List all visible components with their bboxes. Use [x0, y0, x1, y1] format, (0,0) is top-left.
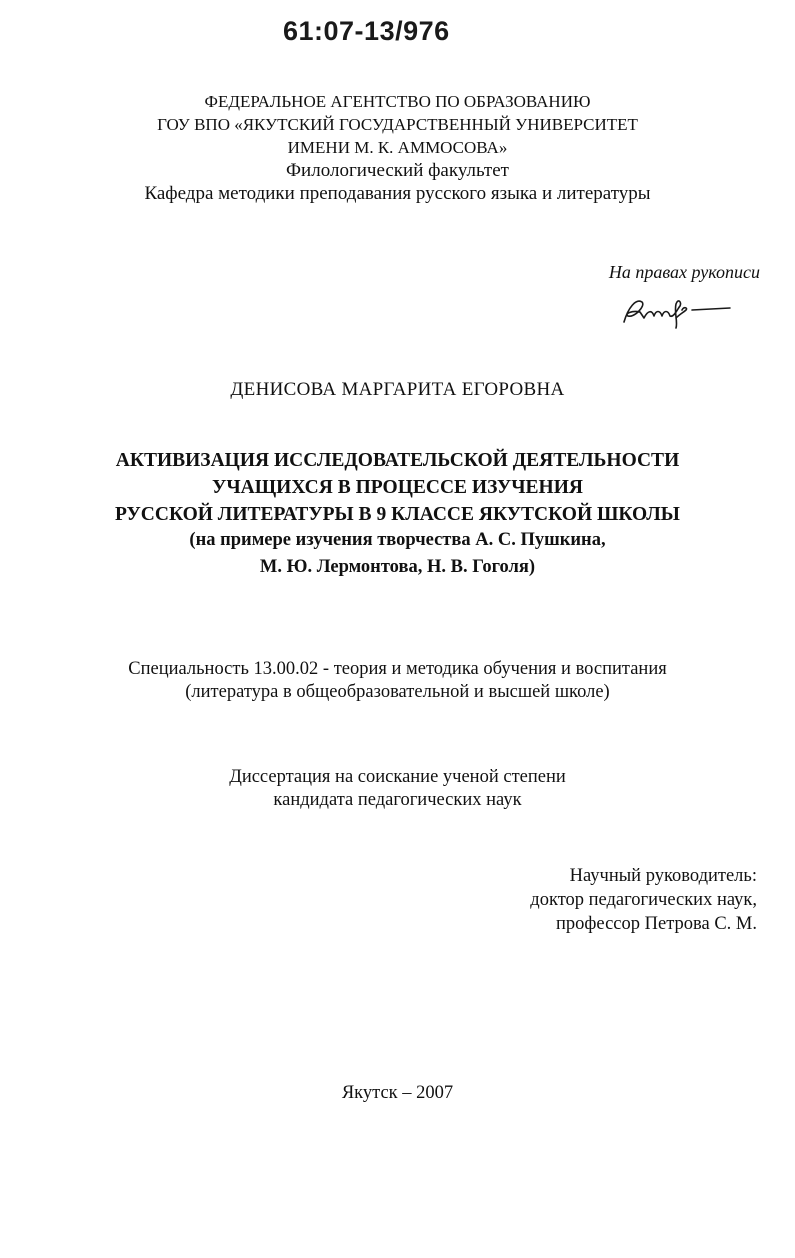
- handwritten-signature: [618, 288, 738, 330]
- manuscript-rights-note: На правах рукописи: [608, 262, 760, 282]
- degree-line-1: Диссертация на соискание ученой степени: [229, 767, 566, 787]
- organization-header: [0, 90, 795, 205]
- subtitle-line-2: М. Ю. Лермонтова, Н. В. Гоголя): [259, 557, 536, 577]
- subtitle-line-1: (на примере изучения творчества А. С. Пушкина,: [189, 530, 606, 550]
- city-year: Якутск – 2007: [341, 1083, 454, 1103]
- degree-info: [0, 766, 795, 812]
- specialty-line-1: Специальность 13.00.02 - теория и методика обучения и воспитания: [128, 659, 667, 679]
- supervisor-line-2: доктор педагогических наук,: [530, 890, 757, 910]
- title-line-1: АКТИВИЗАЦИЯ ИССЛЕДОВАТЕЛЬСКОЙ ДЕЯТЕЛЬНОСТИ: [115, 450, 680, 471]
- org-line-3: ИМЕНИ М. К. АММОСОВА»: [287, 138, 508, 157]
- supervisor-line-3: профессор Петрова С. М.: [556, 914, 757, 934]
- faculty-name: Филологический факультет: [286, 160, 509, 181]
- department-name: Кафедра методики преподавания русского языка и литературы: [144, 183, 651, 204]
- dissertation-title: [0, 447, 795, 528]
- title-line-2: УЧАЩИХСЯ В ПРОЦЕССЕ ИЗУЧЕНИЯ: [212, 477, 583, 498]
- author-name: ДЕНИСОВА МАРГАРИТА ЕГОРОВНА: [230, 379, 565, 400]
- org-line-1: ФЕДЕРАЛЬНОЕ АГЕНТСТВО ПО ОБРАЗОВАНИЮ: [204, 92, 591, 111]
- dissertation-subtitle: [0, 527, 795, 581]
- title-line-3: РУССКОЙ ЛИТЕРАТУРЫ В 9 КЛАССЕ ЯКУТСКОЙ ШКОЛЫ: [115, 504, 680, 525]
- supervisor-line-1: Научный руководитель:: [569, 866, 757, 886]
- supervisor-info: [530, 864, 757, 936]
- archive-code: 61:07-13/976: [283, 16, 450, 46]
- specialty-line-2: (литература в общеобразовательной и высшей школе): [185, 682, 610, 702]
- degree-line-2: кандидата педагогических наук: [273, 790, 522, 810]
- org-line-2: ГОУ ВПО «ЯКУТСКИЙ ГОСУДАРСТВЕННЫЙ УНИВЕРСИТЕТ: [157, 115, 638, 134]
- specialty-info: [0, 658, 795, 704]
